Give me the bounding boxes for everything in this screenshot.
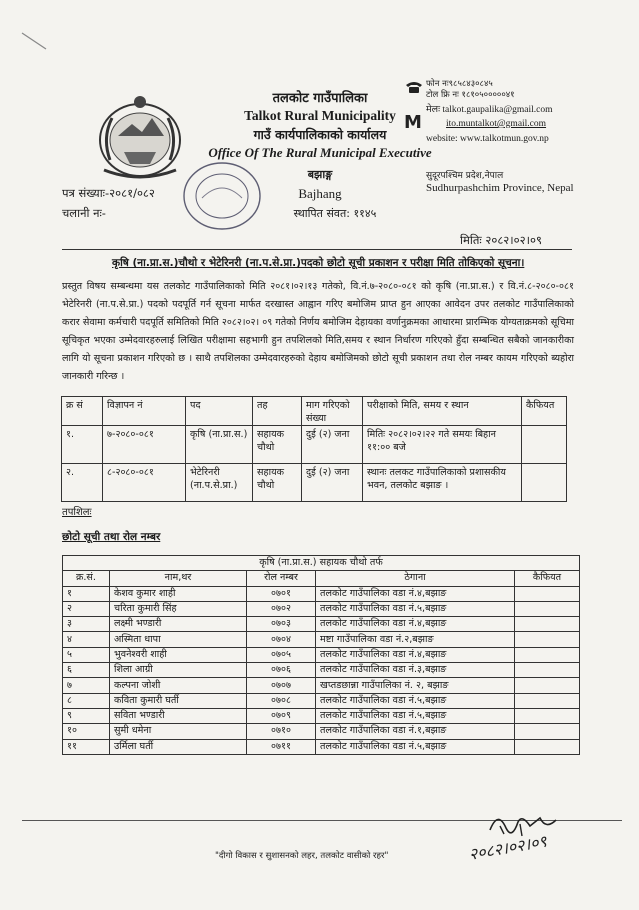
exam-cell: स्थानः तलकट गाउँपालिकाको प्रशासकीय भवन, तलकोट बझाङ । <box>363 464 522 502</box>
roll-cell-roll: ०७०७ <box>247 678 316 693</box>
exam-cell: सहायक चौथो <box>253 464 302 502</box>
roll-cell-address: तलकोट गाउँपालिका वडा नं.५,बझाङ <box>316 693 515 708</box>
roll-table-caption: कृषि (ना.प्रा.स.) सहायक चौथो तर्फ <box>63 556 580 571</box>
table-row <box>63 708 580 723</box>
roll-cell-remarks <box>515 678 580 693</box>
district-np: बझाङ्ग <box>307 168 333 181</box>
roll-cell-sn: १० <box>63 724 110 739</box>
table-row <box>62 426 567 464</box>
roll-number-table <box>62 555 580 755</box>
roll-cell-name: केशव कुमार शाही <box>110 586 247 601</box>
roll-cell-name: उर्मिला घर्ती <box>110 739 247 754</box>
exam-cell: सहायक चौथो <box>253 426 302 464</box>
phone-icon <box>404 80 424 94</box>
roll-col-roll: रोल नम्बर <box>247 571 316 586</box>
margin-mark <box>20 30 48 52</box>
roll-cell-remarks <box>515 617 580 632</box>
exam-cell <box>522 464 567 502</box>
roll-cell-address: मष्टा गाउँपालिका वडा नं.२,बझाङ <box>316 632 515 647</box>
exam-cell: मितिः २०८२।०२।२२ गते समयः बिहान ११:०० बजे <box>363 426 522 464</box>
body-paragraph: प्रस्तुत विषय सम्बन्धमा यस तलकोट गाउँपालिकाको मिति २०८१।०२।१३ गतेको, वि.नं.७-२०८०-०८१ को कृषि (ना.प्रा.स.) र वि.नं.८-२०८०-०८१ भेटेरिनरी (ना.प.से.प्रा.) पदको पदपूर्ति गर्न सूचना मार्फत दरखास्त आह्वान गरिए बमोजिम प्राप्त हुन आएका आवेदन उपर तलकोट गाउँपालिकाको करार सेवामा कर्मचारी पदपूर्ति समितिको मिति २०८२।०२। ०९ गतेको निर्णय बमोजिम देहायका वर्णानुक्रमका आधारमा प्रारम्भिक योग्यताक्रमको सूचिमा सूचिकृत भएका उम्मेदवारहरुलाई लिखित परीक्षामा सहभागी हुन तपशिलको मिति,समय र स्थान निर्धारण गरिएको हुँदा सम्बन्धित सबैको जानकारीका लागि यो सूचना प्रकाशन गरिएको छ । साथै तपशिलका उम्मेदवारहरुको देहाय बमोजिमको छोटो सूची प्रकाशन तथा रोल नम्बर कायम गरिएको ब्यहोरा जानकारी गरिन्छ । <box>62 281 574 382</box>
roll-cell-name: कल्पना जोशी <box>110 678 247 693</box>
roll-cell-roll: ०७११ <box>247 739 316 754</box>
roll-cell-remarks <box>515 663 580 678</box>
exam-cell: कृषि (ना.प्रा.स.) <box>186 426 253 464</box>
roll-cell-roll: ०७०९ <box>247 708 316 723</box>
roll-cell-address: खप्तडछान्ना गाउँपालिका नं. २, बझाङ <box>316 678 515 693</box>
details-label: तपशिलः <box>62 507 92 518</box>
table-row <box>63 632 580 647</box>
exam-schedule-table <box>61 396 567 502</box>
org-name-en: Talkot Rural Municipality <box>244 108 396 123</box>
roll-cell-remarks <box>515 724 580 739</box>
exam-cell: ८-२०८०-०८१ <box>103 464 186 502</box>
roll-cell-name: शिला आग्री <box>110 663 247 678</box>
roll-cell-sn: ५ <box>63 647 110 662</box>
roll-cell-address: तलकोट गाउँपालिका वडा नं.४,बझाङ <box>316 617 515 632</box>
roll-cell-sn: ७ <box>63 678 110 693</box>
roll-cell-name: भुवनेश्वरी शाही <box>110 647 247 662</box>
roll-cell-roll: ०७१० <box>247 724 316 739</box>
contact-phone: फोन नः९८५८४३०८४५ <box>426 79 493 89</box>
exam-cell: ७-२०८०-०८१ <box>103 426 186 464</box>
contact-website: website: www.talkotmun.gov.np <box>426 134 549 144</box>
exam-cell: २. <box>62 464 103 502</box>
handwritten-signature <box>460 800 610 875</box>
roll-cell-roll: ०७०२ <box>247 601 316 616</box>
roll-col-name: नाम,थर <box>110 571 247 586</box>
shortlist-title: छोटो सूची तथा रोल नम्बर <box>62 531 161 543</box>
roll-cell-roll: ०७०३ <box>247 617 316 632</box>
roll-cell-sn: ११ <box>63 739 110 754</box>
roll-cell-roll: ०७०१ <box>247 586 316 601</box>
table-row <box>63 739 580 754</box>
roll-cell-sn: २ <box>63 601 110 616</box>
roll-cell-name: चरिता कुमारी सिंह <box>110 601 247 616</box>
contact-tollfree: टोल फ्रि नः १८१०५०००००४१ <box>426 90 515 100</box>
contact-email-1: मेलः talkot.gaupalika@gmail.com <box>426 105 553 115</box>
roll-cell-address: तलकोट गाउँपालिका वडा नं.५,बझाङ <box>316 601 515 616</box>
table-row <box>63 586 580 601</box>
roll-col-sn: क्र.सं. <box>63 571 110 586</box>
table-row <box>63 678 580 693</box>
exam-cell: भेटेरिनरी (ना.प.से.प्रा.) <box>186 464 253 502</box>
org-name-np: तलकोट गाउँपालिका <box>272 91 368 106</box>
exam-col-sn: क्र सं <box>62 397 103 426</box>
roll-cell-name: कविता कुमारी घर्ती <box>110 693 247 708</box>
roll-cell-sn: ३ <box>63 617 110 632</box>
roll-cell-address: तलकोट गाउँपालिका वडा नं.३,बझाङ <box>316 663 515 678</box>
table-row <box>62 464 567 502</box>
exam-col-demand: माग गरिएको संख्या <box>302 397 363 426</box>
exam-cell <box>522 426 567 464</box>
exam-col-level: तह <box>253 397 302 426</box>
exam-cell: दुई (२) जना <box>302 464 363 502</box>
roll-cell-sn: ६ <box>63 663 110 678</box>
exam-col-adv: विज्ञापन नं <box>103 397 186 426</box>
roll-cell-address: तलकोट गाउँपालिका वडा नं.४,बझाङ <box>316 586 515 601</box>
roll-cell-remarks <box>515 632 580 647</box>
roll-cell-name: सविता भण्डारी <box>110 708 247 723</box>
table-row <box>63 617 580 632</box>
roll-cell-remarks <box>515 586 580 601</box>
roll-table-header-row <box>63 571 580 586</box>
roll-cell-sn: ४ <box>63 632 110 647</box>
dispatch-number: चलानी नः- <box>62 206 106 220</box>
district-en: Bajhang <box>298 186 342 201</box>
exam-table-header-row <box>62 397 567 426</box>
mail-icon: M <box>404 112 422 133</box>
roll-cell-remarks <box>515 708 580 723</box>
roll-cell-roll: ०७०६ <box>247 663 316 678</box>
office-name-np: गाउँ कार्यपालिकाको कार्यालय <box>253 127 387 142</box>
footer-motto: "दीगो विकास र सुशासनको लहर, तलकोट वासीको रहर" <box>215 851 389 861</box>
roll-cell-address: तलकोट गाउँपालिका वडा नं.४,बझाङ <box>316 647 515 662</box>
signature-date: २०८२।०२।०९ <box>467 831 549 864</box>
office-name-en: Office Of The Rural Municipal Executive <box>208 145 432 160</box>
roll-cell-address: तलकोट गाउँपालिका वडा नं.५,बझाङ <box>316 739 515 754</box>
exam-col-post: पद <box>186 397 253 426</box>
roll-cell-address: तलकोट गाउँपालिका वडा नं.५,बझाङ <box>316 708 515 723</box>
roll-cell-sn: ८ <box>63 693 110 708</box>
table-row <box>63 724 580 739</box>
contact-email-2: ito.muntalkot@gmail.com <box>446 119 547 129</box>
roll-cell-roll: ०७०४ <box>247 632 316 647</box>
header-divider <box>62 249 572 250</box>
table-row <box>63 693 580 708</box>
roll-cell-sn: १ <box>63 586 110 601</box>
exam-col-remarks: कैफियत <box>522 397 567 426</box>
table-row <box>63 663 580 678</box>
roll-cell-address: तलकोट गाउँपालिका वडा नं.१,बझाङ <box>316 724 515 739</box>
province-np: सुदूरपश्चिम प्रदेश,नेपाल <box>426 171 504 181</box>
roll-cell-roll: ०७०८ <box>247 693 316 708</box>
letter-date: मितिः २०८२।०२।०९ <box>460 233 542 247</box>
exam-cell: दुई (२) जना <box>302 426 363 464</box>
roll-cell-sn: ९ <box>63 708 110 723</box>
roll-cell-name: सुमी धमेना <box>110 724 247 739</box>
roll-cell-name: लक्ष्मी भण्डारी <box>110 617 247 632</box>
roll-cell-roll: ०७०५ <box>247 647 316 662</box>
roll-col-address: ठेगाना <box>316 571 515 586</box>
table-row <box>63 601 580 616</box>
reference-number: पत्र संख्याः-२०८१/०८२ <box>62 186 155 200</box>
roll-cell-remarks <box>515 601 580 616</box>
roll-table-caption-row <box>63 556 580 571</box>
exam-cell: १. <box>62 426 103 464</box>
roll-cell-remarks <box>515 693 580 708</box>
established-year: स्थापित संवत: ११४५ <box>293 207 377 220</box>
roll-col-remarks: कैफियत <box>515 571 580 586</box>
subject-line: कृषि (ना.प्रा.स.)चौथो र भेटेरिनरी (ना.प.से.प्रा.)पदको छोटो सूची प्रकाशन र परीक्षा मिति तोकिएको सूचना। <box>112 257 525 269</box>
roll-cell-remarks <box>515 647 580 662</box>
exam-col-schedule: परीक्षाको मिति, समय र स्थान <box>363 397 522 426</box>
table-row <box>63 647 580 662</box>
province-en: Sudhurpashchim Province, Nepal <box>426 182 574 194</box>
roll-cell-name: अस्मिता धापा <box>110 632 247 647</box>
roll-cell-remarks <box>515 739 580 754</box>
